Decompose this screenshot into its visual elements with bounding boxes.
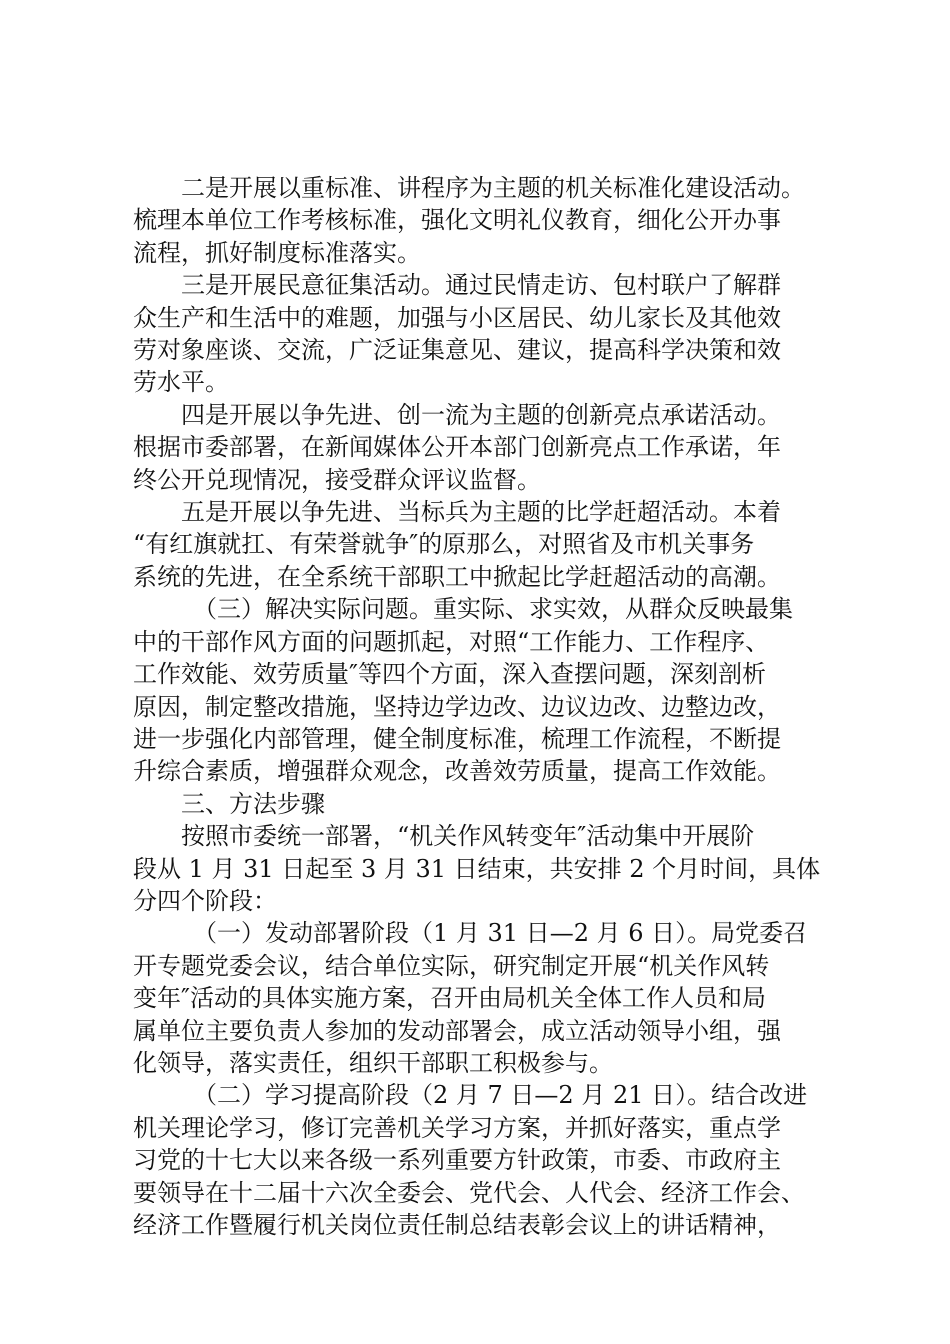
- text-line: 五是开展以争先进、当标兵为主题的比学赶超活动。本着: [181, 498, 781, 527]
- text-line: 终公开兑现情况，接受群众评议监督。: [133, 465, 541, 494]
- text-line: 四是开展以争先进、创一流为主题的创新亮点承诺活动。: [181, 400, 781, 429]
- section-heading: 三、方法步骤: [181, 789, 325, 818]
- text-line: 习党的十七大以来各级一系列重要方针政策，市委、市政府主: [133, 1146, 781, 1175]
- text-line: 流程，抓好制度标准落实。: [133, 238, 421, 267]
- text-line: （二）学习提高阶段（2 月 7 日—2 月 21 日）。结合改进: [193, 1081, 808, 1110]
- text-line: 升综合素质，增强群众观念，改善效劳质量，提高工作效能。: [133, 757, 781, 786]
- text-line: 按照市委统一部署，“机关作风转变年″活动集中开展阶: [181, 822, 755, 851]
- text-line: 机关理论学习，修订完善机关学习方案，并抓好落实，重点学: [133, 1113, 781, 1142]
- text-line: 经济工作暨履行机关岗位责任制总结表彰会议上的讲话精神，: [133, 1211, 781, 1239]
- text-line: 劳对象座谈、交流，广泛证集意见、建议，提高科学决策和效: [133, 336, 781, 365]
- text-line: 变年″活动的具体实施方案，召开由局机关全体工作人员和局: [133, 984, 766, 1013]
- text-line: 二是开展以重标准、讲程序为主题的机关标准化建设活动。: [181, 174, 805, 202]
- text-line: 要领导在十二届十六次全委会、党代会、人代会、经济工作会、: [133, 1178, 805, 1207]
- text-line: 进一步强化内部管理，健全制度标准，梳理工作流程，不断提: [133, 724, 781, 753]
- text-line: （三）解决实际问题。重实际、求实效，从群众反映最集: [193, 595, 793, 624]
- text-line: （一）发动部署阶段（1 月 31 日—2 月 6 日）。局党委召: [193, 919, 808, 948]
- text-line: 劳水平。: [133, 368, 229, 397]
- text-line: 原因，制定整改措施，坚持边学边改、边议边改、边整边改，: [133, 692, 781, 721]
- text-line: 工作效能、效劳质量″等四个方面，深入查摆问题，深刻剖析: [133, 660, 766, 689]
- text-line: 梳理本单位工作考核标准，强化文明礼仪教育，细化公开办事: [133, 206, 781, 235]
- text-line: 中的干部作风方面的问题抓起，对照“工作能力、工作程序、: [133, 627, 770, 656]
- text-line: 属单位主要负责人参加的发动部署会，成立活动领导小组，强: [133, 1016, 781, 1045]
- document-body: [133, 172, 823, 1241]
- text-line: 化领导，落实责任，组织干部职工积极参与。: [133, 1048, 613, 1077]
- text-line: 系统的先进，在全系统干部职工中掀起比学赶超活动的高潮。: [133, 562, 781, 591]
- text-line: 众生产和生活中的难题，加强与小区居民、幼儿家长及其他效: [133, 303, 781, 332]
- text-line: 分四个阶段：: [133, 886, 277, 915]
- text-line: 三是开展民意征集活动。通过民情走访、包村联户了解群: [181, 271, 781, 300]
- text-line: 段从 1 月 31 日起至 3 月 31 日结束，共安排 2 个月时间，具体: [133, 854, 821, 883]
- text-line: “有红旗就扛、有荣誉就争″的原那么，对照省及市机关事务: [133, 530, 755, 559]
- text-line: 根据市委部署，在新闻媒体公开本部门创新亮点工作承诺，年: [133, 433, 781, 462]
- text-line: 开专题党委会议，结合单位实际，研究制定开展“机关作风转: [133, 951, 770, 980]
